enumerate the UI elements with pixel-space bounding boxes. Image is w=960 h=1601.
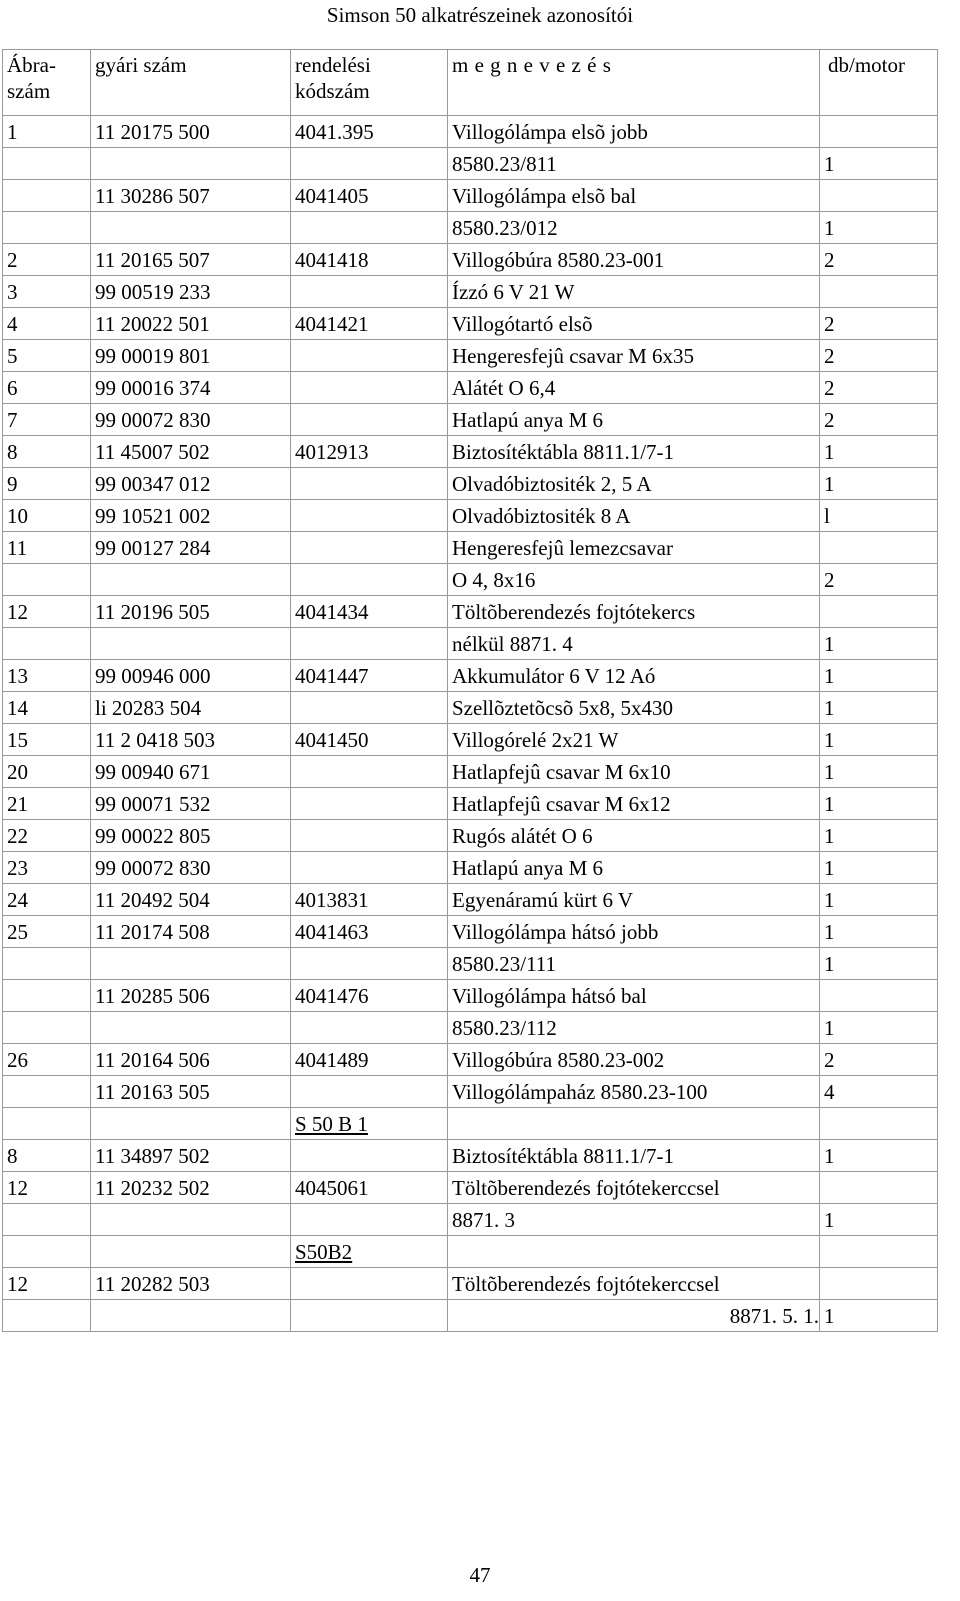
cell-megnevezes: 8580.23/111 [448,948,820,980]
table-row [3,820,938,852]
cell-abra [3,180,91,212]
cell-db [820,1236,938,1268]
cell-abra: 10 [3,500,91,532]
cell-megnevezes: Villogólámpa elsõ jobb [448,116,820,148]
cell-rendelesi [291,756,448,788]
cell-gyari [91,1236,291,1268]
cell-db: 4 [820,1076,938,1108]
cell-abra [3,564,91,596]
cell-gyari: li 20283 504 [91,692,291,724]
cell-rendelesi [291,372,448,404]
cell-abra: 12 [3,596,91,628]
cell-db [820,1268,938,1300]
table-row [3,468,938,500]
parts-table [2,49,938,1332]
table-row [3,340,938,372]
cell-gyari: 11 20163 505 [91,1076,291,1108]
cell-gyari: 11 30286 507 [91,180,291,212]
table-row [3,788,938,820]
table-row [3,1172,938,1204]
cell-rendelesi: S50B2 [291,1236,448,1268]
cell-megnevezes: Biztosítéktábla 8811.1/7-1 [448,436,820,468]
cell-megnevezes: Hengeresfejû lemezcsavar [448,532,820,564]
cell-db: 2 [820,244,938,276]
cell-gyari: 99 00019 801 [91,340,291,372]
table-row [3,596,938,628]
cell-gyari [91,564,291,596]
cell-abra: 11 [3,532,91,564]
cell-db: 1 [820,1140,938,1172]
cell-rendelesi [291,1076,448,1108]
cell-rendelesi: 4041421 [291,308,448,340]
cell-gyari: 11 34897 502 [91,1140,291,1172]
cell-abra: 7 [3,404,91,436]
table-row [3,692,938,724]
cell-abra: 12 [3,1268,91,1300]
cell-megnevezes: Hatlapú anya M 6 [448,852,820,884]
cell-db [820,1108,938,1140]
cell-megnevezes: Akkumulátor 6 V 12 Aó [448,660,820,692]
table-row [3,884,938,916]
cell-rendelesi: 4041450 [291,724,448,756]
cell-gyari: 11 45007 502 [91,436,291,468]
cell-gyari [91,212,291,244]
cell-rendelesi [291,404,448,436]
cell-db: 1 [820,1012,938,1044]
cell-abra: 3 [3,276,91,308]
cell-db: 2 [820,1044,938,1076]
cell-rendelesi [291,500,448,532]
table-row [3,148,938,180]
cell-gyari: 99 00022 805 [91,820,291,852]
cell-megnevezes: Villogólámpa hátsó jobb [448,916,820,948]
table-row [3,980,938,1012]
cell-gyari: 99 00519 233 [91,276,291,308]
table-row [3,1204,938,1236]
cell-rendelesi: 4041463 [291,916,448,948]
cell-gyari: 11 20022 501 [91,308,291,340]
cell-abra: 21 [3,788,91,820]
cell-abra: 13 [3,660,91,692]
cell-db: 1 [820,724,938,756]
table-row [3,1236,938,1268]
cell-megnevezes: Villogóbúra 8580.23-001 [448,244,820,276]
cell-megnevezes: Villogólámpa hátsó bal [448,980,820,1012]
cell-abra: 25 [3,916,91,948]
cell-gyari [91,1204,291,1236]
cell-rendelesi: 4041418 [291,244,448,276]
cell-abra: 12 [3,1172,91,1204]
cell-abra: 20 [3,756,91,788]
cell-abra: 8 [3,1140,91,1172]
cell-rendelesi [291,532,448,564]
cell-megnevezes: Villogótartó elsõ [448,308,820,340]
cell-abra [3,1300,91,1332]
table-row [3,564,938,596]
cell-gyari: 11 20285 506 [91,980,291,1012]
cell-rendelesi [291,1204,448,1236]
cell-db [820,532,938,564]
cell-megnevezes: Egyenáramú kürt 6 V [448,884,820,916]
cell-rendelesi [291,340,448,372]
table-row [3,660,938,692]
cell-rendelesi: 4041434 [291,596,448,628]
cell-abra [3,148,91,180]
cell-megnevezes: Töltõberendezés fojtótekercs [448,596,820,628]
cell-megnevezes: Villogólámpa elsõ bal [448,180,820,212]
cell-megnevezes: Olvadóbiztositék 2, 5 A [448,468,820,500]
cell-rendelesi [291,852,448,884]
cell-abra [3,1204,91,1236]
cell-db: 1 [820,468,938,500]
cell-megnevezes: 8580.23/112 [448,1012,820,1044]
header-rendelesi-line1: rendelési [295,53,371,77]
cell-megnevezes [448,1108,820,1140]
table-row [3,1076,938,1108]
cell-db: 1 [820,436,938,468]
table-row [3,1012,938,1044]
header-abra [3,50,91,116]
table-row [3,1108,938,1140]
cell-rendelesi [291,692,448,724]
cell-db: 1 [820,884,938,916]
cell-abra [3,980,91,1012]
cell-abra [3,1236,91,1268]
cell-gyari: 99 10521 002 [91,500,291,532]
cell-db: 1 [820,788,938,820]
table-row [3,308,938,340]
table-row [3,532,938,564]
cell-gyari [91,948,291,980]
cell-gyari [91,1300,291,1332]
cell-megnevezes: Töltõberendezés fojtótekerccsel [448,1172,820,1204]
cell-rendelesi [291,1268,448,1300]
cell-db: 1 [820,916,938,948]
cell-db: 2 [820,404,938,436]
cell-gyari: 11 20165 507 [91,244,291,276]
cell-abra: 1 [3,116,91,148]
cell-db: 1 [820,692,938,724]
table-row [3,500,938,532]
cell-abra: 9 [3,468,91,500]
cell-megnevezes: Biztosítéktábla 8811.1/7-1 [448,1140,820,1172]
cell-abra: 6 [3,372,91,404]
cell-abra: 26 [3,1044,91,1076]
cell-abra [3,1076,91,1108]
cell-gyari: 11 2 0418 503 [91,724,291,756]
cell-megnevezes: Alátét O 6,4 [448,372,820,404]
cell-gyari: 99 00071 532 [91,788,291,820]
cell-gyari: 11 20164 506 [91,1044,291,1076]
cell-abra: 2 [3,244,91,276]
cell-abra: 4 [3,308,91,340]
cell-db: l [820,500,938,532]
table-row [3,1044,938,1076]
cell-db: 1 [820,1204,938,1236]
header-gyari: gyári szám [91,50,291,116]
cell-rendelesi [291,468,448,500]
header-rendelesi-line2: kódszám [295,79,370,103]
cell-gyari: 11 20196 505 [91,596,291,628]
cell-rendelesi [291,788,448,820]
cell-gyari: 99 00347 012 [91,468,291,500]
cell-db: 1 [820,628,938,660]
cell-megnevezes: Hatlapú anya M 6 [448,404,820,436]
cell-rendelesi [291,564,448,596]
header-rendelesi [291,50,448,116]
cell-abra [3,948,91,980]
cell-abra: 14 [3,692,91,724]
table-row [3,628,938,660]
cell-abra [3,1108,91,1140]
table-row [3,212,938,244]
cell-abra [3,628,91,660]
cell-megnevezes: Villogórelé 2x21 W [448,724,820,756]
cell-rendelesi [291,1300,448,1332]
cell-megnevezes: O 4, 8x16 [448,564,820,596]
cell-rendelesi: 4013831 [291,884,448,916]
cell-gyari: 11 20492 504 [91,884,291,916]
table-row [3,436,938,468]
cell-rendelesi [291,820,448,852]
cell-abra: 15 [3,724,91,756]
cell-abra: 23 [3,852,91,884]
cell-db: 1 [820,820,938,852]
cell-db: 1 [820,852,938,884]
cell-gyari [91,628,291,660]
cell-db: 1 [820,756,938,788]
cell-megnevezes: Rugós alátét O 6 [448,820,820,852]
cell-abra [3,1012,91,1044]
table-row [3,756,938,788]
cell-rendelesi [291,948,448,980]
table-row [3,1268,938,1300]
header-db: db/motor [820,50,938,116]
cell-gyari: 11 20282 503 [91,1268,291,1300]
cell-db [820,180,938,212]
cell-rendelesi [291,148,448,180]
cell-megnevezes: Hengeresfejû csavar M 6x35 [448,340,820,372]
cell-db: 1 [820,148,938,180]
cell-db: 1 [820,212,938,244]
cell-megnevezes: Szellõztetõcsõ 5x8, 5x430 [448,692,820,724]
cell-megnevezes: 8871. 3 [448,1204,820,1236]
header-megnevezes: m e g n e v e z é s [448,50,820,116]
cell-db [820,276,938,308]
cell-gyari [91,148,291,180]
cell-rendelesi: S 50 B 1 [291,1108,448,1140]
header-abra-line2: szám [7,79,51,103]
table-row [3,244,938,276]
table-row [3,372,938,404]
cell-db [820,1172,938,1204]
table-header-row [3,50,938,116]
cell-abra: 8 [3,436,91,468]
cell-megnevezes: Ízzó 6 V 21 W [448,276,820,308]
cell-rendelesi: 4041405 [291,180,448,212]
cell-abra: 5 [3,340,91,372]
cell-rendelesi: 4041447 [291,660,448,692]
cell-gyari: 99 00016 374 [91,372,291,404]
cell-gyari: 99 00072 830 [91,852,291,884]
table-row [3,276,938,308]
cell-db: 1 [820,1300,938,1332]
cell-rendelesi [291,276,448,308]
cell-gyari: 11 20174 508 [91,916,291,948]
page-number: 47 [469,1563,491,1587]
cell-db: 2 [820,564,938,596]
cell-gyari: 11 20232 502 [91,1172,291,1204]
cell-rendelesi [291,1012,448,1044]
table-row [3,116,938,148]
cell-megnevezes: nélkül 8871. 4 [448,628,820,660]
cell-gyari: 99 00940 671 [91,756,291,788]
cell-rendelesi: 4041489 [291,1044,448,1076]
cell-abra: 22 [3,820,91,852]
cell-abra [3,212,91,244]
cell-rendelesi [291,1140,448,1172]
cell-gyari [91,1012,291,1044]
cell-rendelesi: 4041.395 [291,116,448,148]
table-row [3,404,938,436]
cell-rendelesi [291,628,448,660]
cell-db: 1 [820,948,938,980]
page-title: Simson 50 alkatrészeinek azonosítói [326,3,634,27]
cell-db: 2 [820,372,938,404]
table-row [3,948,938,980]
cell-db: 1 [820,660,938,692]
cell-gyari: 99 00946 000 [91,660,291,692]
cell-megnevezes: Hatlapfejû csavar M 6x10 [448,756,820,788]
cell-rendelesi [291,212,448,244]
table-row [3,1300,938,1332]
cell-megnevezes: Hatlapfejû csavar M 6x12 [448,788,820,820]
cell-megnevezes: 8871. 5. 1. [448,1300,820,1332]
cell-db [820,116,938,148]
cell-rendelesi: 4012913 [291,436,448,468]
cell-db [820,596,938,628]
cell-megnevezes: 8580.23/811 [448,148,820,180]
table-row [3,1140,938,1172]
cell-rendelesi: 4041476 [291,980,448,1012]
cell-db [820,980,938,1012]
cell-megnevezes: Villogólámpaház 8580.23-100 [448,1076,820,1108]
cell-megnevezes [448,1236,820,1268]
cell-db: 2 [820,308,938,340]
cell-megnevezes: Olvadóbiztositék 8 A [448,500,820,532]
cell-db: 2 [820,340,938,372]
cell-abra: 24 [3,884,91,916]
table-row [3,916,938,948]
table-row [3,180,938,212]
cell-gyari: 99 00127 284 [91,532,291,564]
cell-gyari: 11 20175 500 [91,116,291,148]
cell-megnevezes: Villogóbúra 8580.23-002 [448,1044,820,1076]
table-row [3,852,938,884]
cell-gyari: 99 00072 830 [91,404,291,436]
cell-megnevezes: Töltõberendezés fojtótekerccsel [448,1268,820,1300]
cell-gyari [91,1108,291,1140]
header-abra-line1: Ábra- [7,53,56,77]
table-row [3,724,938,756]
cell-megnevezes: 8580.23/012 [448,212,820,244]
cell-rendelesi: 4045061 [291,1172,448,1204]
